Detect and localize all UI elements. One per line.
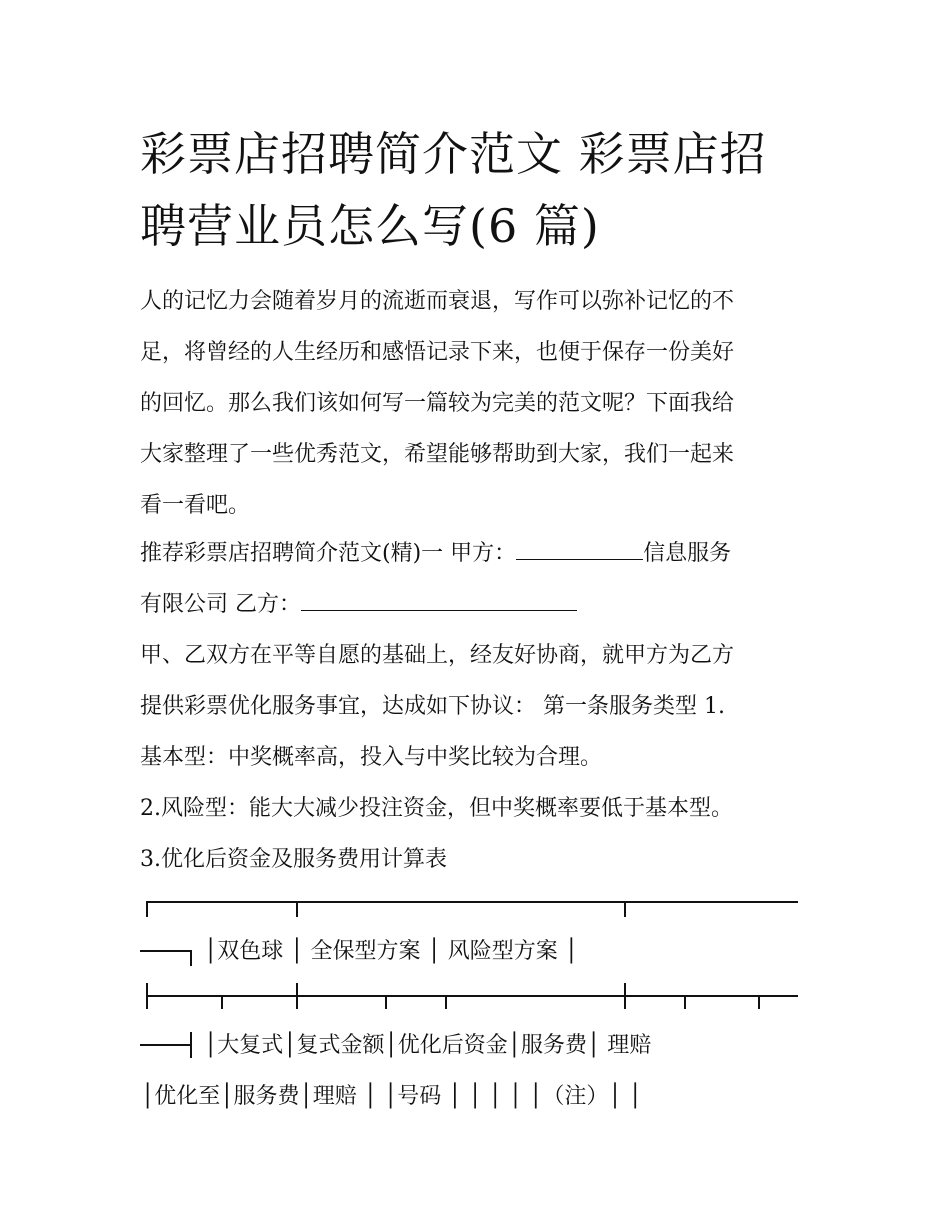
table-tick (221, 995, 223, 1009)
contract-line: 提供彩票优化服务事宜，达成如下协议： 第一条服务类型 1. (140, 694, 725, 719)
table-tick (146, 983, 148, 1009)
table-tick (624, 901, 626, 917)
table-row-columns: │大复式│复式金额│优化后资金│服务费│ 理赔 (204, 1033, 652, 1058)
table-rule-middle (146, 995, 798, 997)
party-a-blank (516, 529, 643, 560)
table-row-header: │双色球 │ 全保型方案 │ 风险型方案 │ (204, 939, 578, 964)
intro-line: 的回忆。那么我们该如何写一篇较为完美的范文呢？下面我给 (140, 391, 735, 416)
intro-line: 人的记忆力会随着岁月的流逝而衰退，写作可以弥补记忆的不 (140, 289, 735, 314)
table-tick (758, 995, 760, 1009)
party-b-blank (301, 580, 577, 611)
contract-line: 甲、乙双方在平等自愿的基础上，经友好协商，就甲方为乙方 (140, 643, 735, 668)
party-a-label: 推荐彩票店招聘简介范文(精)一 甲方： (140, 541, 517, 566)
contract-body (140, 630, 820, 885)
table-tick (445, 995, 447, 1009)
table-stub (140, 1044, 192, 1046)
contract-line: 基本型：中奖概率高，投入与中奖比较为合理。 (140, 745, 603, 770)
contract-line: 2.风险型：能大大减少投注资金，但中奖概率要低于基本型。 (140, 796, 733, 821)
intro-line: 大家整理了一些优秀范文，希望能够帮助到大家，我们一起来 (140, 442, 735, 467)
title-line-2: 聘营业员怎么写(6 篇) (140, 199, 600, 253)
title-line-1: 彩票店招聘简介范文 彩票店招 (140, 127, 767, 181)
contract-header (140, 528, 820, 630)
contract-line: 3.优化后资金及服务费用计算表 (140, 847, 447, 872)
party-a-suffix: 信息服务 (643, 541, 732, 566)
table-rule-top (146, 901, 798, 903)
intro-line: 看一看吧。 (140, 493, 251, 518)
table-tick (684, 995, 686, 1009)
table-tick (624, 983, 626, 1009)
table-row-columns-2: │优化至│服务费│理赔 │ │号码 │ │ │ │ │（注）│ │ (141, 1084, 642, 1109)
page-title (140, 118, 820, 262)
table-tick (146, 901, 148, 917)
table-stub (190, 1032, 192, 1058)
party-b-label: 有限公司 乙方： (140, 592, 301, 617)
table-tick (385, 995, 387, 1009)
table-stub (190, 950, 192, 966)
table-stub (140, 950, 192, 952)
table-tick (296, 983, 298, 1009)
table-tick (296, 901, 298, 917)
intro-paragraph (140, 276, 820, 531)
intro-line: 足，将曾经的人生经历和感悟记录下来，也便于保存一份美好 (140, 340, 735, 365)
